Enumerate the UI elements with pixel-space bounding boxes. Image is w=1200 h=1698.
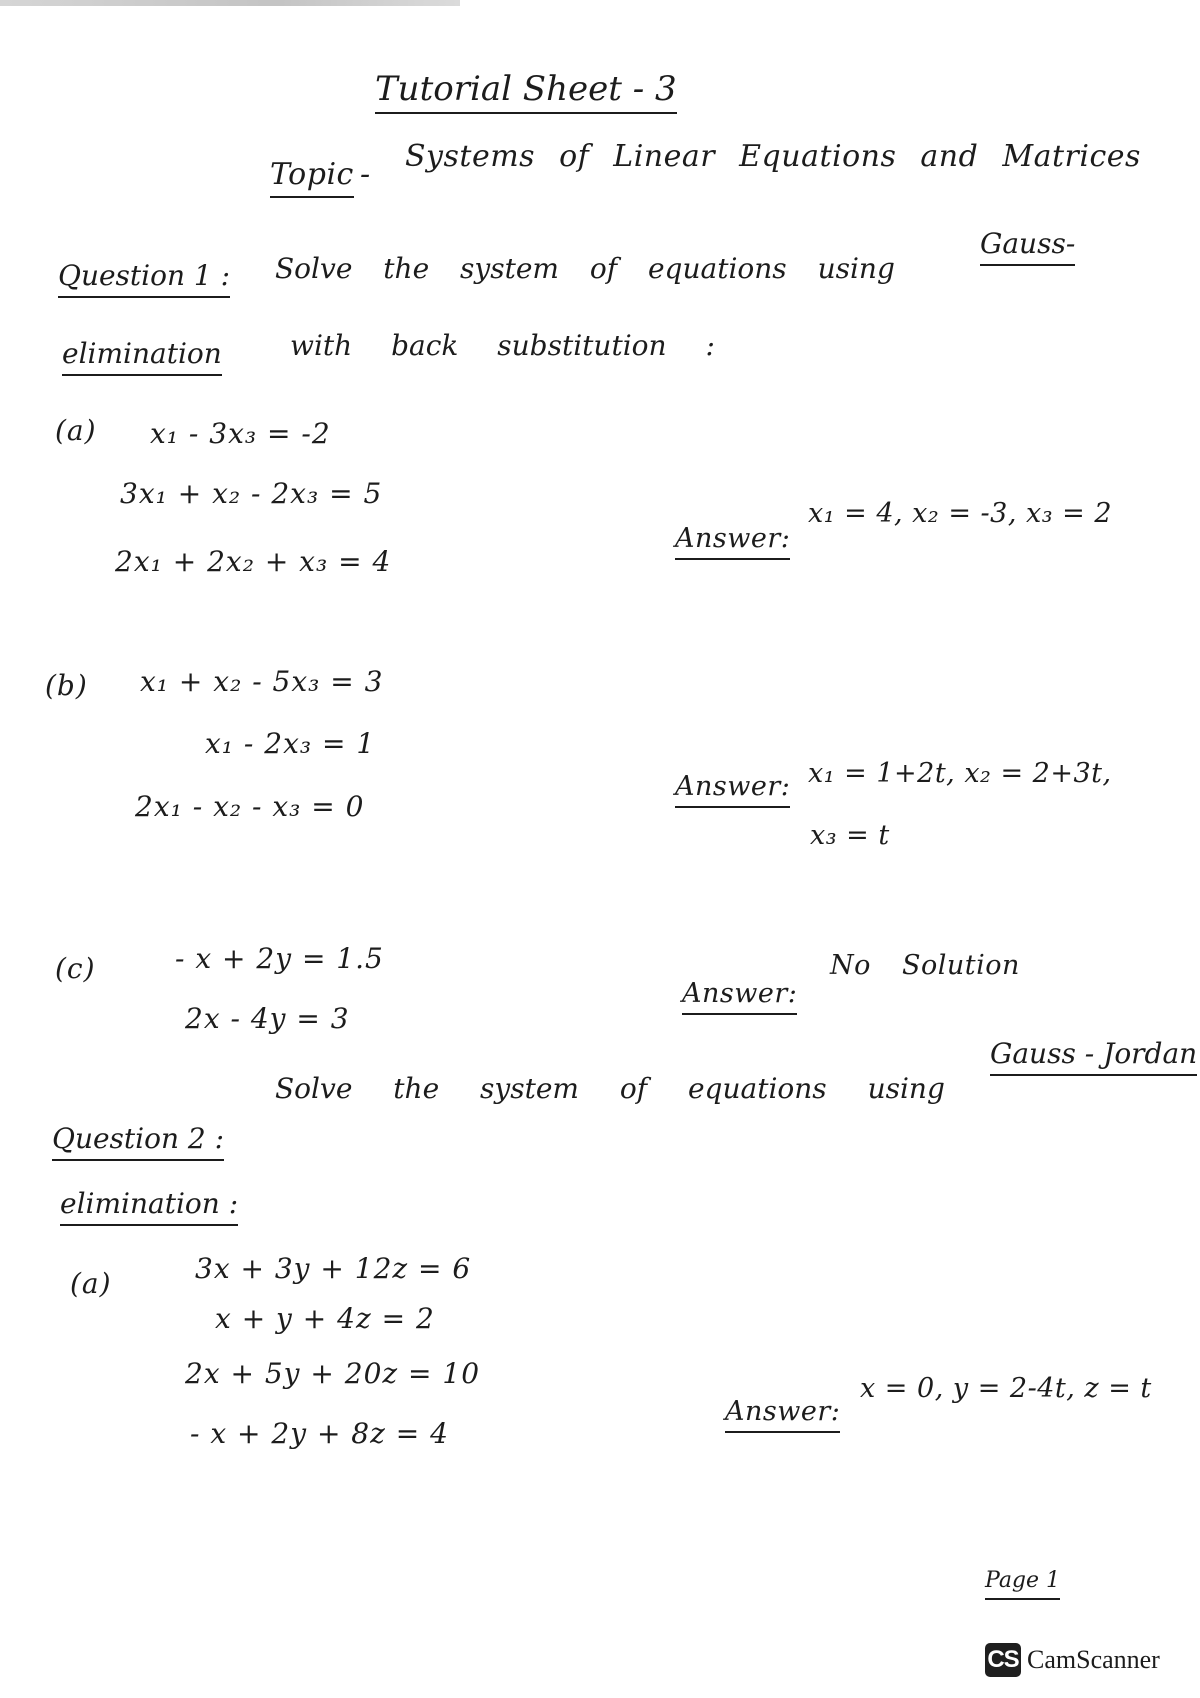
q2a-answer-label: Answer:	[725, 1398, 840, 1433]
q1c-equation-1: - x + 2y = 1.5	[175, 942, 384, 975]
topic-text: Systems of Linear Equations and Matrices	[405, 139, 1141, 174]
q1b-equation-1: x₁ + x₂ - 5x₃ = 3	[140, 665, 384, 698]
camscanner-logo-icon: CS	[985, 1643, 1021, 1677]
q2a-equation-2: x + y + 4z = 2	[215, 1302, 435, 1335]
q1c-answer-label: Answer:	[682, 980, 797, 1015]
q2a-label: (a)	[70, 1267, 112, 1300]
question1-label: Question 1 :	[58, 262, 230, 298]
question2-label: Question 2 :	[52, 1125, 224, 1161]
question2-instruction-line1: Solve the system of equations using	[275, 1072, 945, 1105]
q1b-answer-line1: x₁ = 1+2t, x₂ = 2+3t,	[808, 758, 1112, 789]
q1b-equation-3: 2x₁ - x₂ - x₃ = 0	[135, 790, 365, 823]
question2-method-part1: Gauss - Jordan	[990, 1040, 1197, 1076]
topic-label: Topic	[270, 160, 354, 198]
q2a-equation-4: - x + 2y + 8z = 4	[190, 1417, 449, 1450]
question1-instruction-line1: Solve the system of equations using	[275, 252, 895, 285]
q1b-label: (b)	[45, 669, 88, 702]
q1c-equation-2: 2x - 4y = 3	[185, 1002, 350, 1035]
question2-method-part2: elimination :	[60, 1190, 238, 1226]
question1-method-part1: Gauss-	[980, 230, 1075, 266]
q1a-answer-label: Answer:	[675, 525, 790, 560]
topic-separator: -	[360, 157, 371, 192]
camscanner-brand-name: CamScanner	[1027, 1645, 1160, 1674]
sheet-title: Tutorial Sheet - 3	[375, 72, 677, 114]
page-number: Page 1	[985, 1570, 1060, 1600]
q1a-equation-1: x₁ - 3x₃ = -2	[150, 417, 331, 450]
scan-edge-shadow	[0, 0, 460, 6]
q2a-answer-text: x = 0, y = 2-4t, z = t	[860, 1373, 1152, 1404]
q2a-equation-1: 3x + 3y + 12z = 6	[195, 1252, 472, 1285]
q1b-answer-label: Answer:	[675, 773, 790, 808]
question1-method-part2: elimination	[62, 340, 222, 376]
q1b-equation-2: x₁ - 2x₃ = 1	[205, 727, 376, 760]
q1a-label: (a)	[55, 414, 97, 447]
q1a-equation-2: 3x₁ + x₂ - 2x₃ = 5	[120, 477, 383, 510]
q1c-answer-text: No Solution	[830, 950, 1020, 981]
q1a-answer-text: x₁ = 4, x₂ = -3, x₃ = 2	[808, 498, 1113, 529]
q1b-answer-line2: x₃ = t	[810, 820, 890, 851]
q2a-equation-3: 2x + 5y + 20z = 10	[185, 1357, 481, 1390]
question1-instruction-line2: with back substitution :	[290, 329, 715, 362]
q1c-label: (c)	[55, 952, 96, 985]
camscanner-watermark	[985, 1643, 1160, 1677]
q1a-equation-3: 2x₁ + 2x₂ + x₃ = 4	[115, 545, 392, 578]
